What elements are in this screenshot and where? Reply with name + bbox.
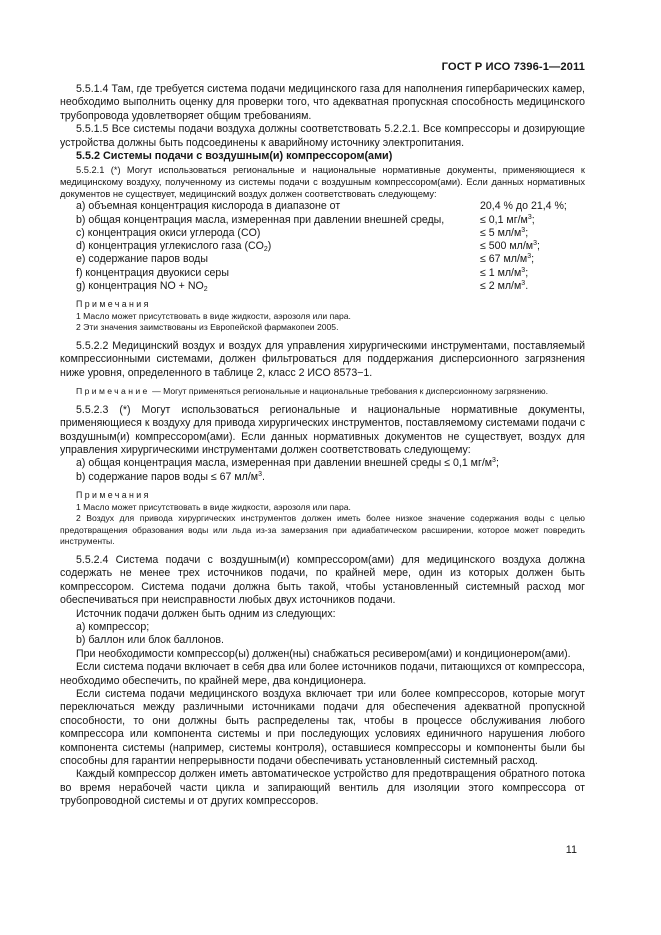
- paragraph-5-5-2-3: 5.5.2.3 (*) Могут использоваться региональные и национальные нормативные документы, применяющиеся к воздуху для привода хирургических инструментов, поставляемому системами подачи с воздушным(и) компрессором(ами). Если данных нормативных документов не существует, воздух для управления хирургическими инструментами должен соответствовать следующему:: [60, 403, 585, 456]
- page-body: [60, 83, 585, 809]
- notes-title: Примечания: [76, 490, 151, 501]
- list-item: a) общая концентрация масла, измеренная при давлении внешней среды ≤ 0,1 $мг/м^3$;: [76, 457, 499, 470]
- limit-text: f) концентрация двуокиси серы: [76, 266, 229, 279]
- list-item: [60, 267, 585, 280]
- paragraph-two-sources: Если система подачи включает в себя два или более источников подачи, питающихся от компрессора, необходимо обеспечить, по крайней мере, два кондиционера.: [60, 661, 585, 687]
- note-label: Примечание: [76, 386, 150, 397]
- limit-value: 20,4 % до 21,4 %;: [480, 200, 567, 213]
- note-item: 2 Эти значения заимствованы из Европейской фармакопеи 2005.: [76, 322, 339, 333]
- list-item: [60, 280, 585, 293]
- limit-text: c) концентрация окиси углерода (CO): [76, 226, 261, 239]
- limit-value: ≤ 67 $мл/м^3$;: [480, 253, 535, 266]
- limit-text: d) концентрация углекислого газа $(CO_2)$: [76, 240, 272, 254]
- section-heading-5-5-2: 5.5.2 Системы подачи с воздушным(и) компрессором(ами): [76, 150, 393, 163]
- note-item: 2 Воздух для привода хирургических инструментов должен иметь более низкое значение содержания воды с целью предотвращения образования воды или льда из-за замерзания при адиабатическом расширении, которое может повредить инструменты.: [60, 513, 585, 547]
- paragraph-5-5-2-1: 5.5.2.1 (*) Могут использоваться региональные и национальные нормативные документы, применяющиеся к медицинскому воздуху, полученному из системы подачи с воздушным компрессором(ами). Если данных нормативных документов не существует, медицинский воздух должен соответствовать следующему:: [60, 164, 585, 200]
- list-item: [60, 253, 585, 266]
- paragraph-5-5-1-4: 5.5.1.4 Там, где требуется система подачи медицинского газа для наполнения гипербарических камер, необходимо выполнить оценку для проверки того, что адекватная пропускная способность медицинского трубопровода удовлетворяет общим требованиям.: [60, 83, 585, 122]
- note-item: 1 Масло может присутствовать в виде жидкости, аэрозоля или пара.: [76, 501, 351, 512]
- limit-value: ≤ 1 $мл/м^3$;: [480, 266, 529, 279]
- paragraph-sources-intro: Источник подачи должен быть одним из следующих:: [76, 607, 336, 620]
- list-item: b) содержание паров воды ≤ 67 $мл/м^3$.: [76, 470, 265, 483]
- inline-note: [60, 386, 585, 398]
- limit-value: ≤ 5 $мл/м^3$;: [480, 226, 529, 239]
- list-item: a) компрессор;: [76, 620, 150, 633]
- page-number: 11: [565, 844, 577, 856]
- standard-header: ГОСТ Р ИСО 7396-1—2011: [441, 61, 585, 73]
- limit-value: ≤ 2 $мл/м^3$.: [480, 280, 529, 293]
- list-item: [60, 227, 585, 240]
- paragraph-three-compressors: Если система подачи медицинского воздуха включает три или более компрессоров, которые могут переключаться между различными источниками подачи для обеспечения адекватной пропускной способности, то они должны быть распределены так, чтобы в процессе обслуживания любого компрессора или компонента системы и при последующих условиях единичного нарушения любого компонента системы (например, системы контроля), оставшиеся компрессоры и компоненты были бы способны для гарантии непрерывности подачи обеспечивать установленный системный расход.: [60, 688, 585, 768]
- paragraph-5-5-2-4: 5.5.2.4 Система подачи с воздушным(и) компрессором(ами) для медицинского воздуха должна содержать не менее трех источников подачи, по крайней мере, один из которых должен быть компрессором. Система подачи должна быть такой, чтобы установленный системный расход мог обеспечиваться при неисправности любых двух источников подачи.: [60, 553, 585, 607]
- list-item: [60, 200, 585, 213]
- limit-text: b) общая концентрация масла, измеренная при давлении внешней среды,: [76, 213, 445, 226]
- paragraph-each-compressor: Каждый компрессор должен иметь автоматическое устройство для предотвращения обратного потока во время нерабочей части цикла и запирающий вентиль для изоляции этого компрессора от трубопроводной системы и от других компрессоров.: [60, 768, 585, 808]
- paragraph-5-5-2-2: 5.5.2.2 Медицинский воздух и воздух для управления хирургическими инструментами, поставляемый компрессионными системами, должен фильтроваться для поддержания дисперсионного загрязнения ниже уровня, определенного в таблице 2, класс 2 ИСО 8573−1.: [60, 339, 585, 379]
- limit-text: a) объемная концентрация кислорода в диапазоне от: [76, 200, 341, 213]
- list-item: b) баллон или блок баллонов.: [76, 634, 224, 647]
- list-item: [60, 240, 585, 253]
- list-item: [60, 214, 585, 227]
- air-quality-limits-list: [60, 200, 585, 293]
- note-text: — Могут применяться региональные и национальные требования к дисперсионному загрязнению.: [149, 386, 548, 397]
- paragraph-receiver: При необходимости компрессор(ы) должен(ны) снабжаться ресивером(ами) и кондиционером(ами).: [76, 647, 571, 660]
- notes-title: Примечания: [76, 299, 151, 310]
- limit-value: ≤ 0,1 $мг/м^3$;: [480, 213, 535, 226]
- limit-text: e) содержание паров воды: [76, 253, 208, 266]
- note-item: 1 Масло может присутствовать в виде жидкости, аэрозоля или пара.: [76, 310, 351, 321]
- paragraph-5-5-1-5: 5.5.1.5 Все системы подачи воздуха должны соответствовать 5.2.2.1. Все компрессоры и дозирующие устройства должны быть подсоединены к аварийному источнику электропитания.: [60, 123, 585, 149]
- limit-value: ≤ 500 $мл/м^3$;: [480, 240, 540, 253]
- limit-text: g) концентрация NO + $NO_2$: [76, 280, 208, 294]
